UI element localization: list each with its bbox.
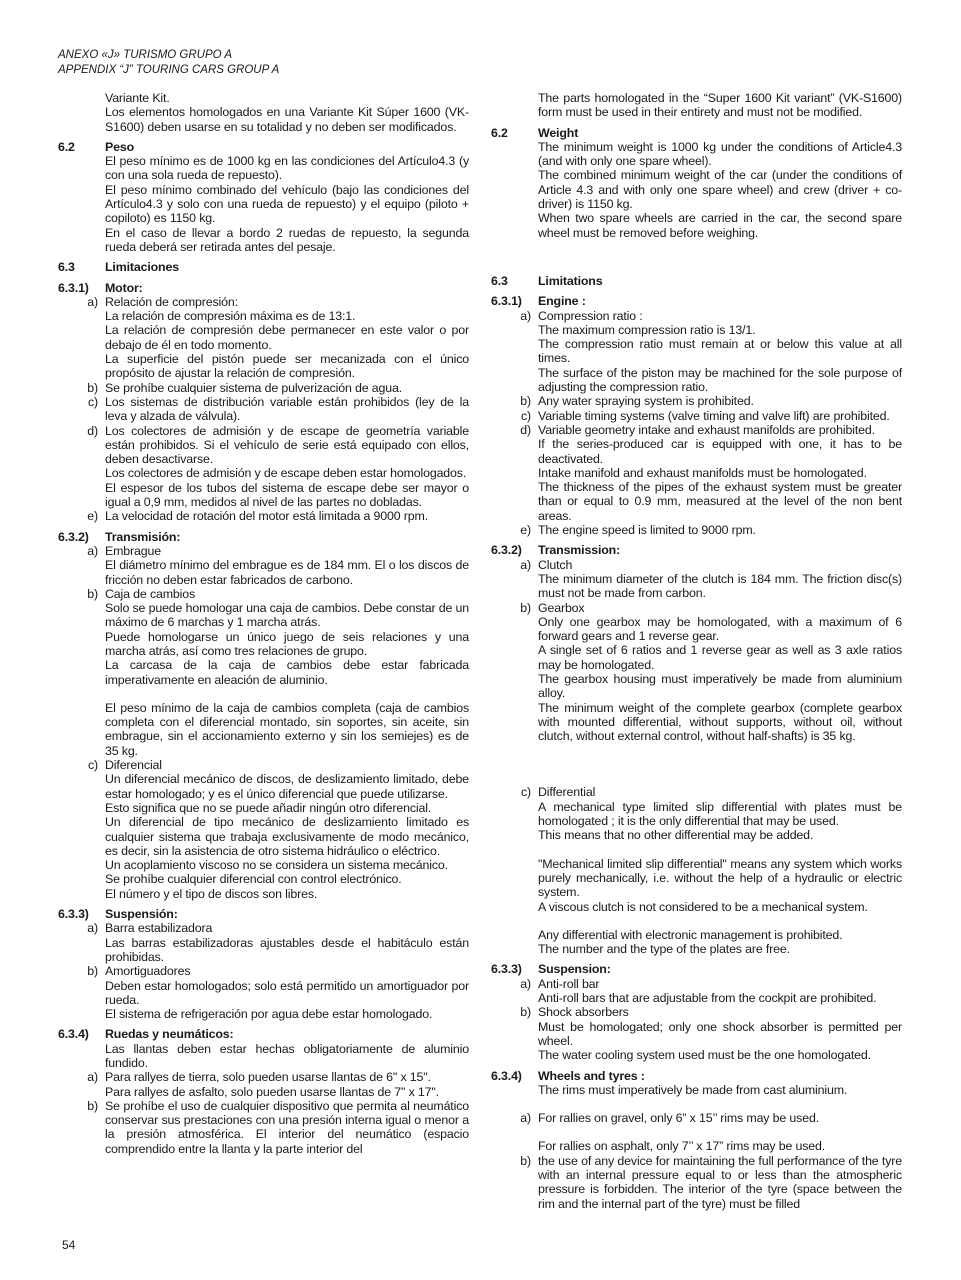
- intro-en: The parts homologated in the “Super 1600 Kit variant” (VK-S1600) form must be used in their entirety and must not be modified.: [538, 91, 902, 120]
- page-number: 54: [62, 1238, 76, 1252]
- header-title-en: APPENDIX “J” TOURING CARS GROUP A: [58, 64, 280, 76]
- intro-es: Variante Kit. Los elementos homologados en una Variante Kit Súper 1600 (VK-S1600) deben usarse en su totalidad y no deben ser modificados.: [105, 91, 469, 134]
- list-item: c) Los sistemas de distribución variable están prohibidos (ley de la leva y alzada de válvula).: [87, 394, 469, 424]
- list-item: a) Para rallyes de tierra, solo pueden usarse llantas de 6" x 15". Para rallyes de asfalto, solo pueden usarse llantas de 7" x 17".: [87, 1070, 439, 1099]
- section-6-2-heading: 6.2 Peso: [58, 139, 135, 154]
- section-6-2-heading: 6.2 Weight: [491, 125, 579, 140]
- section-6-3-2-heading: 6.3.2) Transmission:: [491, 543, 621, 558]
- list-item: b) Any water spraying system is prohibited.: [520, 394, 754, 409]
- list-item: c) Diferencial Un diferencial mecánico de discos, de deslizamiento limitado, debe estar homologado; y es el único diferencial que puede utilizarse. Esto significa que no se puede añadir ningún otro diferencial. Un diferencial de tipo mecánico de deslizamiento limitado es cualquier sistema que trabaja exclusivamente de modo mecánico, es decir, sin la asistencia de otro sistema hidráulico o eléctrico. Un acoplamiento viscoso no se considera un sistema mecánico. Se prohíbe cualquier diferencial con control electrónico. El número y el tipo de discos son libres.: [87, 758, 469, 901]
- list-item: a) Anti-roll bar Anti-roll bars that are adjustable from the cockpit are prohibited.: [520, 976, 877, 1006]
- section-6-3-2-heading: 6.3.2) Transmisión:: [58, 529, 181, 544]
- page-header: [58, 48, 279, 78]
- section-6-3-4-heading: 6.3.4) Wheels and tyres :: [491, 1068, 645, 1083]
- section-6-3-1-heading: 6.3.1) Motor:: [58, 280, 143, 295]
- section-6-3-3-heading: 6.3.3) Suspensión:: [58, 907, 178, 922]
- section-6-3-1-heading: 6.3.1) Engine :: [491, 294, 586, 309]
- list-item: d) Variable geometry intake and exhaust manifolds are prohibited. If the series-produced car is equipped with one, it has to be deactivated. Intake manifold and exhaust manifolds must be homologated. The thickness of the pipes of the exhaust system must be greater than or equal to 0.9 mm, measured at the level of the non bent areas.: [520, 422, 902, 523]
- section-6-3-4-heading: 6.3.4) Ruedas y neumáticos:: [58, 1027, 234, 1042]
- section-6-3-heading: 6.3 Limitaciones: [58, 260, 179, 275]
- list-item: b) Caja de cambios Solo se puede homologar una caja de cambios. Debe constar de un máximo de 6 marchas y 1 marcha atrás. Puede homologarse un único juego de seis relaciones y una marcha atrás, así como tres relaciones de grupo. La carcasa de la caja de cambios debe estar fabricada imperativamente en aleación de aluminio. El peso mínimo de la caja de cambios completa (caja de cambios completa con el diferencial montado, sin soportes, sin aceite, sin embrague, sin el accionamiento externo y sin los semiejes) es de 35 kg.: [87, 586, 469, 758]
- wheels-intro-en: The rims must imperatively be made from cast aluminium.: [538, 1082, 848, 1097]
- list-item: b) Gearbox Only one gearbox may be homologated, with a maximum of 6 forward gears and 1 reverse gear. A single set of 6 ratios and 1 reverse gear as well as 3 axle ratios may be homologated. The gearbox housing must imperatively be made from aluminium alloy. The minimum weight of the complete gearbox (complete gearbox with mounted differential, without supports, without oil, without clutch, without external control, without half-shafts) is 35 kg.: [520, 600, 902, 744]
- list-item: b) Se prohíbe el uso de cualquier dispositivo que permita al neumático conservar sus prestaciones con una presión interna igual o menor a la presión atmosférica. El interior del neumático (espacio comprendido entre la llanta y la parte interior del: [87, 1098, 469, 1156]
- list-item: b) Shock absorbers Must be homologated; only one shock absorber is permitted per wheel. The water cooling system used must be the one homologated.: [520, 1005, 902, 1063]
- wheels-intro-es: Las llantas deben estar hechas obligatoriamente de aluminio fundido.: [105, 1041, 469, 1070]
- list-item: b) Amortiguadores Deben estar homologados; solo está permitido un amortiguador por rueda. El sistema de refrigeración por agua debe estar homologado.: [87, 964, 469, 1022]
- list-item: b) Se prohíbe cualquier sistema de pulverización de agua.: [87, 380, 403, 395]
- spanish-column: [58, 91, 469, 1156]
- list-item: a) Compression ratio : The maximum compression ratio is 13/1. The compression ratio must remain at or below this value at all times. The surface of the piston may be machined for the sole purpose of adjusting the compression ratio.: [520, 308, 902, 395]
- section-6-2-body: El peso mínimo es de 1000 kg en las condiciones del Artículo4.3 (y con una sola rueda de repuesto). El peso mínimo combinado del vehículo (bajo las condiciones del Artículo4.3 y solo con una rueda de repuesto) y el equipo (piloto + copiloto) es 1150 kg. En el caso de llevar a bordo 2 ruedas de repuesto, la segunda rueda deberá ser retirada antes del pesaje.: [105, 154, 469, 254]
- list-item: a) For rallies on gravel, only 6” x 15’’ rims may be used. For rallies on asphalt, only 7’’ x 17” rims may be used.: [520, 1111, 826, 1154]
- list-item: e) La velocidad de rotación del motor está limitada a 9000 rpm.: [87, 509, 428, 524]
- section-6-2-body: The minimum weight is 1000 kg under the conditions of Article4.3 (and with only one spare wheel). The combined minimum weight of the car (under the conditions of Article 4.3 and with only one spare wheel) and crew (driver + co-driver) is 1150 kg. When two spare wheels are carried in the car, the second spare wheel must be removed before weighing.: [538, 139, 902, 240]
- section-6-3-3-heading: 6.3.3) Suspension:: [491, 962, 611, 977]
- header-title-es: ANEXO «J» TURISMO GRUPO A: [58, 49, 233, 61]
- english-column: [491, 91, 902, 1211]
- list-item: a) Clutch The minimum diameter of the clutch is 184 mm. The friction disc(s) must not be made from carbon.: [520, 557, 902, 601]
- list-item: a) Embrague El diámetro mínimo del embrague es de 184 mm. El o los discos de fricción no deben estar fabricados de carbono.: [87, 543, 469, 587]
- list-item: a) Relación de compresión: La relación de compresión máxima es de 13:1. La relación de compresión debe permanecer en este valor o por debajo de él en todo momento. La superficie del pistón puede ser mecanizada con el único propósito de ajustar la relación de compresión.: [87, 294, 469, 381]
- list-item: e) The engine speed is limited to 9000 rpm.: [520, 523, 756, 538]
- list-item: c) Differential A mechanical type limited slip differential with plates must be homologated ; it is the only differential that may be used. This means that no other differential may be added. "Mechanical limited slip differential" means any system which works purely mechanically, i.e. without the help of a hydraulic or electric system. A viscous clutch is not considered to be a mechanical system. Any differential with electronic management is prohibited. The number and the type of the plates are free.: [520, 785, 902, 957]
- section-6-3-heading: 6.3 Limitations: [491, 273, 603, 288]
- list-item: b) the use of any device for maintaining the full performance of the tyre with an internal pressure equal to or less than the atmospheric pressure is forbidden. The interior of the tyre (space between the rim and the internal part of the tyre) must be filled: [520, 1153, 902, 1211]
- list-item: d) Los colectores de admisión y de escape de geometría variable están prohibidos. Si el vehículo de serie está equipado con ellos, deben desactivarse. Los colectores de admisión y de escape deben estar homologados. El espesor de los tubos del sistema de escape debe ser mayor o igual a 0,9 mm, medidos al nivel de las partes no dobladas.: [87, 423, 469, 510]
- list-item: c) Variable timing systems (valve timing and valve lift) are prohibited.: [520, 408, 890, 423]
- list-item: a) Barra estabilizadora Las barras estabilizadoras ajustables desde el habitáculo están prohibidas.: [87, 921, 469, 964]
